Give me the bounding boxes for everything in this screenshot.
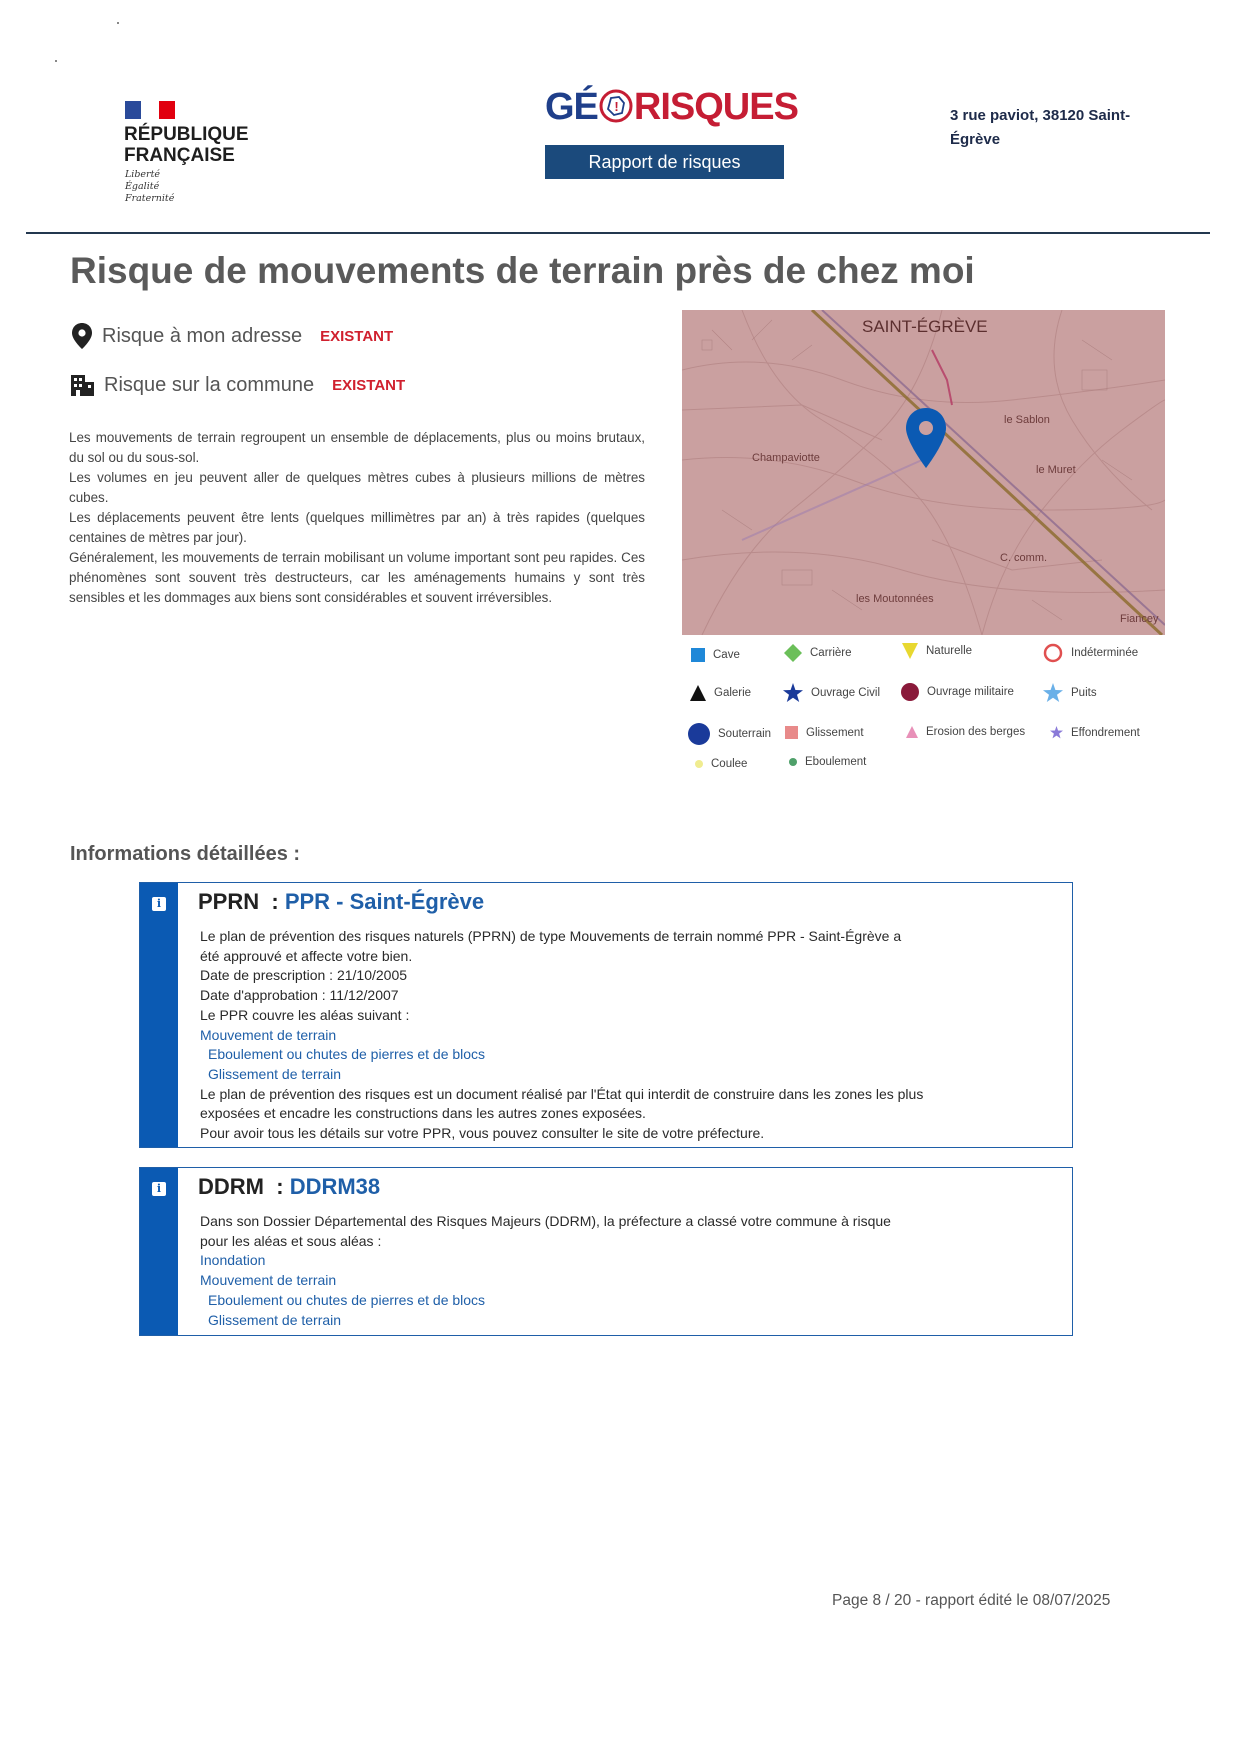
description-paragraph: Les volumes en jeu peuvent aller de quelques mètres cubes à plusieurs millions de mètres cubes. [69,470,645,505]
circle-navy-icon [688,723,710,745]
map-city-label: SAINT-ÉGRÈVE [862,317,988,336]
sous-alea-item: Eboulement ou chutes de pierres et de blocs [208,1291,486,1308]
detailed-info-heading: Informations détaillées : [70,843,301,865]
sous-alea-item: Glissement de terrain [208,1311,342,1328]
card-accent-bar [140,883,178,1147]
square-blue-icon [691,648,705,662]
square-salmon-icon [785,726,798,739]
legend-item-eboulement: Eboulement [789,756,866,768]
legend-item-galerie: Galerie [690,685,751,701]
pprn-card-title: PPRN : PPR - Saint-Égrève [198,889,485,914]
location-pin-icon [70,322,94,350]
alea-item: Inondation [200,1252,266,1269]
alea-item: Mouvement de terrain [200,1272,337,1289]
building-icon [70,373,96,397]
map-place-label: le Sablon [1004,414,1050,426]
dot-yellow-icon [695,760,703,768]
legend-item-puits: Puits [1043,683,1097,703]
sous-alea-item: Eboulement ou chutes de pierres et de blocs [208,1046,486,1063]
page-title: Risque de mouvements de terrain près de chez moi [70,250,975,291]
header-divider [26,232,1210,234]
map-place-label: Champaviotte [752,452,820,464]
star-navy-icon [783,683,803,703]
location-marker-icon[interactable] [906,408,946,468]
france-globe-icon [599,89,633,123]
republique-francaise-label: RÉPUBLIQUE FRANÇAISE [124,124,249,166]
scan-speck [55,60,57,62]
risk-address-row [70,322,393,350]
legend-item-indeterminee: Indéterminée [1043,643,1138,663]
ddrm-card-title: DDRM : DDRM38 [198,1174,381,1199]
legend-item-ouvrage-militaire: Ouvrage militaire [901,683,1014,701]
star-purple-icon [1050,726,1063,739]
diamond-green-icon [784,644,802,662]
legend-item-glissement: Glissement [785,726,864,739]
legend-item-coulee: Coulee [695,758,747,770]
risk-address-label: Risque à mon adresse [102,324,303,347]
ddrm-card-body: Dans son Dossier Départemental des Risques Majeurs (DDRM), la préfecture a classé votre commune à risque pour les aléas et sous aléas : Inondation Mouvement de terrain Eboulement ou chutes de pierres et de blocs Glissement de terrain [200,1212,891,1330]
scan-speck [117,22,119,24]
map-place-label: Fiancey [1120,613,1159,625]
rapport-de-risques-banner: Rapport de risques [545,145,784,179]
risk-commune-row [70,373,405,397]
description-paragraph: Généralement, les mouvements de terrain mobilisant un volume important sont peu rapides. Ces phénomènes sont souvent très destructeurs, car les aménagements humains y sont très sensibles et les dommages aux biens sont considérables et souvent irréversibles. [69,550,645,605]
star-lightblue-icon [1043,683,1063,703]
pprn-name-link[interactable]: PPR - Saint-Égrève [284,889,485,914]
svg-text:!: ! [614,99,618,114]
republic-motto: Liberté Égalité Fraternité [125,169,175,204]
legend-item-ouvrage-civil: Ouvrage Civil [783,683,880,703]
prescription-date: Date de prescription : 21/10/2005 [200,967,408,984]
legend-item-erosion: Erosion des berges [906,726,1025,738]
risk-commune-status-badge: EXISTANT [332,376,406,394]
pprn-card-body: Le plan de prévention des risques naturels (PPRN) de type Mouvements de terrain nommé PPR - Saint-Égrève a été approuvé et affecte votre bien. Date de prescription : 21/10/2005 Date d'approbation : 11/12/2007 Le PPR couvre les aléas suivant : Mouvement de terrain Eboulement ou chutes de pierres et de blocs Glissement de terrain Le plan de prévention des risques est un document réalisé par l'État qui interdit de construire dans les zones les plus exposées et encadre les constructions dans les autres zones exposées. Pour avoir tous les détails sur votre PPR, vous pouvez consulter le site de votre préfecture. [200,928,924,1142]
ddrm-name-link[interactable]: DDRM38 [289,1174,381,1199]
circle-maroon-icon [901,683,919,701]
property-address: 3 rue paviot, 38120 Saint- Égrève [950,107,1131,148]
marianne-logo [125,101,175,119]
legend-item-naturelle: Naturelle [902,643,972,659]
circle-outline-red-icon [1043,643,1063,663]
legend-item-effondrement: Effondrement [1050,726,1140,739]
dot-green-icon [789,758,797,766]
page-footer: Page 8 / 20 - rapport édité le 08/07/2025 [832,1592,1111,1609]
ddrm-card [139,1167,1073,1336]
legend-item-cave: Cave [691,648,740,662]
triangle-down-yellow-icon [902,643,918,659]
triangle-black-icon [690,685,706,701]
alea-item: Mouvement de terrain [200,1026,337,1043]
map-roads [682,310,1165,635]
georisques-logo: GÉ ! RISQUES [545,86,798,128]
description-paragraph: Les mouvements de terrain regroupent un ensemble de déplacements, plus ou moins brutaux, du sol ou du sous-sol. [69,430,645,465]
map-place-label: le Muret [1036,464,1076,476]
triangle-pink-icon [906,726,918,738]
pprn-card [139,882,1073,1148]
risk-map[interactable] [682,310,1165,635]
risk-commune-label: Risque sur la commune [104,373,315,396]
legend-item-carriere: Carrière [784,644,852,662]
map-legend [688,645,1168,788]
approbation-date: Date d'approbation : 11/12/2007 [200,987,399,1004]
info-icon: i [152,1182,166,1196]
info-icon: i [152,897,166,911]
sous-alea-item: Glissement de terrain [208,1065,342,1082]
map-place-label: les Moutonnées [856,593,934,605]
legend-item-souterrain: Souterrain [688,723,771,745]
risk-description [69,428,645,608]
description-paragraph: Les déplacements peuvent être lents (quelques millimètres par an) à très rapides (quelques centaines de mètres par jour). [69,510,645,545]
map-place-label: C. comm. [1000,552,1048,564]
risk-address-status-badge: EXISTANT [320,327,394,345]
